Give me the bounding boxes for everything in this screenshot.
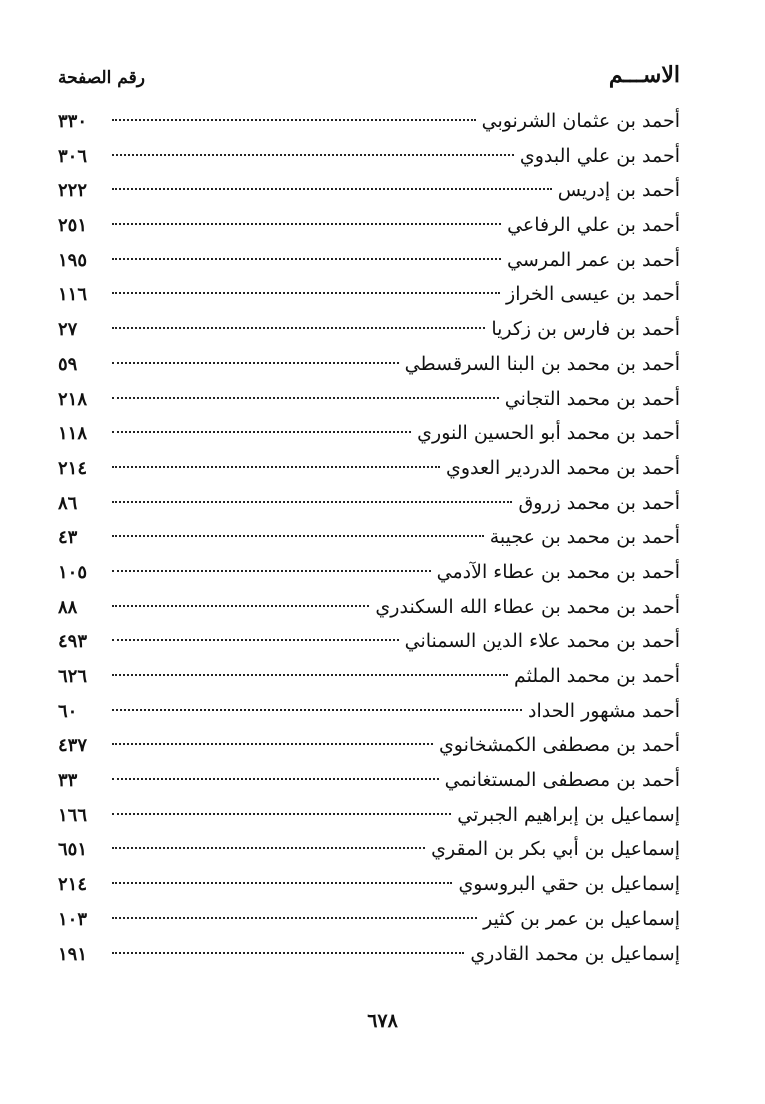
entry-name: إسماعيل بن محمد القادري	[470, 942, 680, 965]
index-entry	[58, 728, 680, 763]
index-entry	[58, 867, 680, 902]
dot-leader	[112, 778, 439, 780]
entry-name: أحمد بن محمد التجاني	[504, 387, 680, 410]
index-entry	[58, 347, 680, 382]
index-entry	[58, 624, 680, 659]
index-entry	[58, 173, 680, 208]
entry-page-number: ٢٧	[58, 319, 78, 341]
entry-page-number: ٤٣٧	[58, 735, 88, 757]
entry-name: إسماعيل بن عمر بن كثير	[483, 907, 680, 930]
dot-leader	[112, 292, 500, 294]
entry-page-number: ٦٥١	[58, 839, 88, 861]
entry-name: أحمد مشهور الحداد	[528, 699, 680, 722]
entry-name: أحمد بن محمد بن عجيبة	[489, 526, 680, 549]
entry-page-number: ٢٢٢	[58, 180, 88, 202]
dot-leader	[112, 674, 508, 676]
entry-page-number: ٢١٨	[58, 388, 88, 410]
dot-leader	[112, 501, 512, 503]
page-number: ٦٧٨	[367, 1010, 398, 1032]
index-entry	[58, 659, 680, 694]
dot-leader	[112, 397, 499, 399]
name-column-heading: الاســـم	[608, 62, 680, 88]
dot-leader	[112, 605, 369, 607]
index-entry	[58, 312, 680, 347]
index-entry	[58, 520, 680, 555]
entry-page-number: ٢١٤	[58, 457, 88, 479]
entry-name: أحمد بن محمد أبو الحسين النوري	[417, 422, 680, 445]
entry-name: أحمد بن مصطفى الكمشخانوي	[438, 734, 680, 757]
entry-name: أحمد بن فارس بن زكريا	[491, 318, 680, 341]
entry-name: أحمد بن عمر المرسي	[507, 248, 680, 271]
entry-page-number: ٣٣٠	[58, 111, 88, 132]
entry-page-number: ١٠٣	[58, 908, 88, 930]
index-entry	[58, 451, 680, 486]
index-header	[58, 62, 680, 98]
entry-name: أحمد بن محمد زروق	[518, 491, 680, 514]
entry-name: أحمد بن مصطفى المستغانمي	[444, 769, 680, 792]
dot-leader	[112, 119, 476, 121]
entry-page-number: ٨٨	[58, 596, 78, 618]
index-entry	[58, 555, 680, 590]
dot-leader	[112, 258, 501, 260]
entry-page-number: ٥٩	[58, 353, 78, 375]
dot-leader	[112, 466, 440, 468]
dot-leader	[112, 362, 399, 364]
index-entry	[58, 382, 680, 417]
dot-leader	[112, 570, 431, 572]
dot-leader	[112, 639, 399, 641]
entry-page-number: ٨٦	[58, 492, 78, 514]
entry-page-number: ٣٣	[58, 770, 78, 792]
entry-name: إسماعيل بن إبراهيم الجبرتي	[457, 803, 680, 826]
entry-page-number: ١٩١	[58, 943, 88, 965]
entry-page-number: ٢٥١	[58, 215, 88, 237]
index-entry	[58, 416, 680, 451]
entry-name: أحمد بن محمد بن عطاء الله السكندري	[375, 595, 680, 618]
dot-leader	[112, 743, 433, 745]
entry-name: أحمد بن محمد علاء الدين السمناني	[404, 630, 680, 653]
entry-name: إسماعيل بن حقي البروسوي	[458, 873, 680, 896]
index-entry	[58, 694, 680, 729]
entry-name: أحمد بن محمد الدردير العدوي	[446, 456, 680, 479]
entry-page-number: ٣٠٦	[58, 145, 88, 167]
dot-leader	[112, 223, 501, 225]
dot-leader	[112, 917, 477, 919]
index-entry	[58, 104, 680, 139]
entry-name: إسماعيل بن أبي بكر بن المقري	[431, 838, 680, 861]
entry-page-number: ٦٢٦	[58, 666, 88, 687]
entry-page-number: ٦٠	[58, 700, 78, 722]
index-entry	[58, 243, 680, 278]
entry-page-number: ٢١٤	[58, 874, 88, 896]
entry-name: أحمد بن إدريس	[557, 179, 680, 202]
index-entry	[58, 902, 680, 937]
dot-leader	[112, 882, 452, 884]
entry-page-number: ١٦٦	[58, 804, 88, 826]
index-entry	[58, 486, 680, 521]
entry-name: أحمد بن محمد الملثم	[514, 665, 680, 687]
entry-page-number: ٤٣	[58, 527, 78, 549]
page-column-heading: رقم الصفحة	[58, 68, 145, 88]
entry-page-number: ١١٦	[58, 284, 88, 306]
index-entry	[58, 590, 680, 625]
dot-leader	[112, 847, 425, 849]
dot-leader	[112, 952, 464, 954]
dot-leader	[112, 709, 522, 711]
index-entry	[58, 763, 680, 798]
entry-page-number: ١٩٥	[58, 249, 88, 271]
dot-leader	[112, 188, 552, 190]
entry-name: أحمد بن عثمان الشرنوبي	[481, 110, 680, 132]
index-entry	[58, 832, 680, 867]
entry-page-number: ٤٩٣	[58, 631, 88, 653]
entry-page-number: ١١٨	[58, 423, 88, 445]
entry-page-number: ١٠٥	[58, 561, 88, 583]
index-entry	[58, 139, 680, 174]
index-entries	[58, 104, 680, 971]
index-entry	[58, 277, 680, 312]
entry-name: أحمد بن علي البدوي	[519, 144, 680, 167]
index-entry	[58, 208, 680, 243]
entry-name: أحمد بن محمد بن عطاء الآدمي	[436, 560, 680, 583]
entry-name: أحمد بن محمد بن البنا السرقسطي	[404, 352, 680, 375]
dot-leader	[112, 327, 485, 329]
index-entry	[58, 798, 680, 833]
entry-name: أحمد بن علي الرفاعي	[507, 214, 680, 237]
index-entry	[58, 937, 680, 972]
dot-leader	[112, 535, 484, 537]
dot-leader	[112, 813, 451, 815]
dot-leader	[112, 154, 514, 156]
entry-name: أحمد بن عيسى الخراز	[506, 283, 680, 306]
dot-leader	[112, 431, 411, 433]
